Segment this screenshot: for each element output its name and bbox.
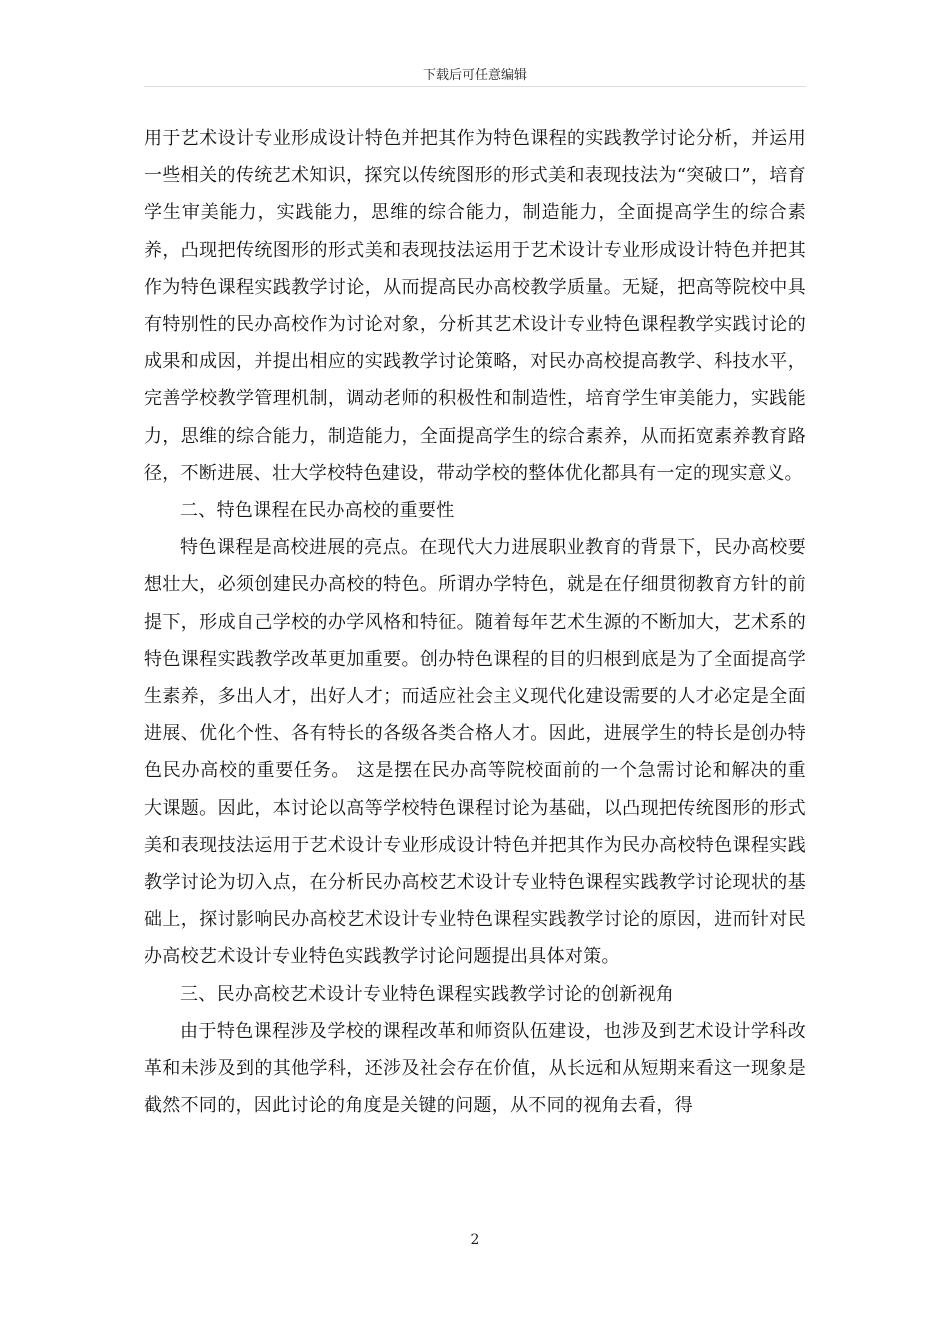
section-heading-2: 二、特色课程在民办高校的重要性 [180,500,455,522]
document-body [144,120,806,1124]
paragraph-section-3: 由于特色课程涉及学校的课程改革和师资队伍建设，也涉及到艺术设计学科改革和未涉及到的其他学科，还涉及社会存在价值，从长远和从短期来看这一现象是截然不同的，因此讨论的角度是关键的问题，从不同的视角去看，得 [144,1020,806,1117]
header-divider [144,86,806,87]
paragraph-section-2: 特色课程是高校进展的亮点。在现代大力进展职业教育的背景下，民办高校要想壮大，必须创建民办高校的特色。所谓办学特色，就是在仔细贯彻教育方针的前提下，形成自己学校的办学风格和特征。随着每年艺术生源的不断加大，艺术系的特色课程实践教学改革更加重要。创办特色课程的目的归根到底是为了全面提高学生素养，多出人才，出好人才；而适应社会主义现代化建设需要的人才必定是全面进展、优化个性、各有特长的各级各类合格人才。因此，进展学生的特长是创办特色民办高校的重要任务。 这是摆在民办高等院校面前的一个急需讨论和解决的重大课题。因此，本讨论以高等学校特色课程讨论为基础，以凸现把传统图形的形式美和表现技法运用于艺术设计专业形成设计特色并把其作为民办高校特色课程实践教学讨论为切入点，在分析民办高校艺术设计专业特色课程实践教学讨论现状的基础上，探讨影响民办高校艺术设计专业特色课程实践教学讨论的原因，进而针对民办高校艺术设计专业特色实践教学讨论问题提出具体对策。 [144,537,806,968]
paragraph-intro-continued: 用于艺术设计专业形成设计特色并把其作为特色课程的实践教学讨论分析，并运用一些相关的传统艺术知识，探究以传统图形的形式美和表现技法为“突破口”，培育学生审美能力，实践能力，思维的综合能力，制造能力，全面提高学生的综合素养，凸现把传统图形的形式美和表现技法运用于艺术设计专业形成设计特色并把其作为特色课程实践教学讨论，从而提高民办高校教学质量。无疑，把高等院校中具有特别性的民办高校作为讨论对象，分析其艺术设计专业特色课程教学实践讨论的成果和成因，并提出相应的实践教学讨论策略，对民办高校提高教学、科技水平，完善学校教学管理机制，调动老师的积极性和制造性，培育学生审美能力，实践能力，思维的综合能力，制造能力，全面提高学生的综合素养，从而拓宽素养教育路径，不断进展、壮大学校特色建设，带动学校的整体优化都具有一定的现实意义。 [144,128,806,484]
section-heading-3: 三、民办高校艺术设计专业特色课程实践教学讨论的创新视角 [180,983,675,1005]
page-number: 2 [470,1232,480,1248]
page-header: 下载后可任意编辑 [422,68,527,83]
